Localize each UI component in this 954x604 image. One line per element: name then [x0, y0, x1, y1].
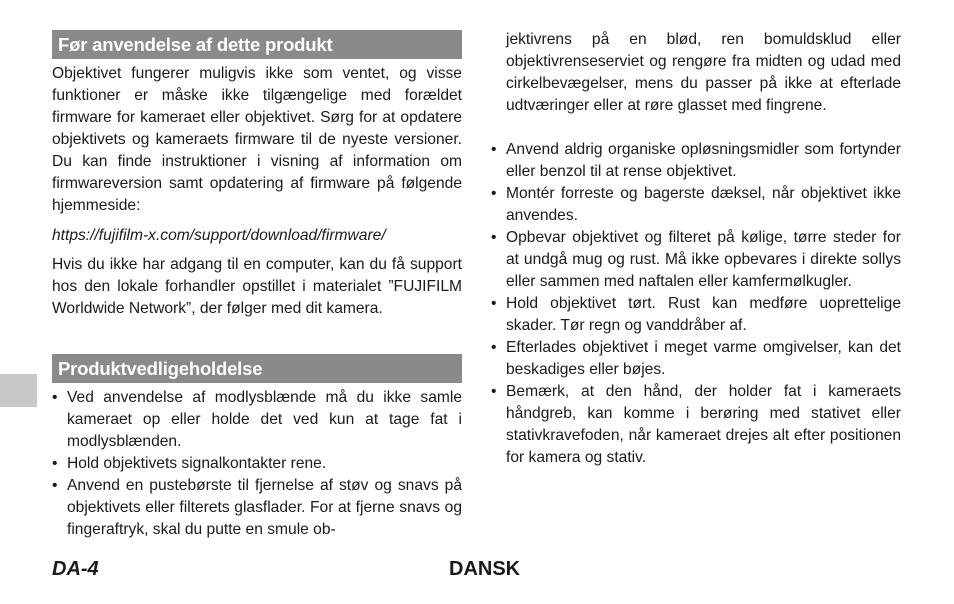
list-item: • Efterlades objektivet i meget varme omgivelser, kan det beskadiges eller bøjes. [491, 337, 901, 381]
maintenance-list-right [491, 139, 901, 469]
maintenance-list-left [52, 387, 462, 541]
page-number: DA-4 [52, 558, 99, 580]
list-item: • Anvend aldrig organiske opløsningsmidler som fortynder eller benzol til at rense objektivet. [491, 139, 901, 183]
language-label: DANSK [449, 558, 521, 580]
list-item: • Hold objektivets signalkontakter rene. [52, 453, 462, 475]
chapter-side-tab [0, 374, 37, 407]
list-item: • Bemærk, at den hånd, der holder fat i kameraets håndgreb, kan komme i berøring med stativet eller stativkravefoden, når kameraet drejes alt efter positionen for kamera og stativ. [491, 381, 901, 469]
firmware-paragraph: Objektivet fungerer muligvis ikke som ventet, og visse funktioner er måske ikke tilgængelige med forældet firmware for kameraet eller objektivet. Sørg for at opdatere objektivets og kameraets firmware til de nyeste versioner. Du kan finde instruktioner i visning af information om firmwareversion samt opdatering af firmware på følgende hjemmeside: [52, 65, 462, 214]
support-paragraph: Hvis du ikke har adgang til en computer, kan du få support hos den lokale forhandler opstillet i materialet ”FUJIFILM Worldwide Network”, der følger med dit kamera. [52, 256, 462, 317]
list-item-continuation: jektivrens på en blød, ren bomuldsklud eller objektivrenseserviet og rengøre fra midten og udad med cirkelbevægelser, mens du passer på ikke at efterlade udtværinger eller at røre glasset med fingrene. [506, 31, 901, 114]
list-item: • Montér forreste og bagerste dæksel, når objektivet ikke anvendes. [491, 183, 901, 227]
firmware-url: https://fujifilm-x.com/support/download/firmware/ [52, 227, 386, 244]
list-item: • Anvend en pustebørste til fjernelse af støv og snavs på objektivets eller filterets glasflader. For at fjerne snavs og fingeraftryk, skal du putte en smule ob- [52, 475, 462, 541]
section-heading-before-use: Før anvendelse af dette produkt [52, 30, 462, 59]
section-heading-maintenance: Produktvedligeholdelse [52, 354, 462, 383]
list-item: • Hold objektivet tørt. Rust kan medføre uoprettelige skader. Tør regn og vanddråber af. [491, 293, 901, 337]
list-item: • Ved anvendelse af modlysblænde må du ikke samle kameraet op eller holde det ved kun at tage fat i modlysblænden. [52, 387, 462, 453]
list-item: • Opbevar objektivet og filteret på kølige, tørre steder for at undgå mug og rust. Må ikke opbevares i direkte sollys eller sammen med naftalen eller kamfermølkugler. [491, 227, 901, 293]
